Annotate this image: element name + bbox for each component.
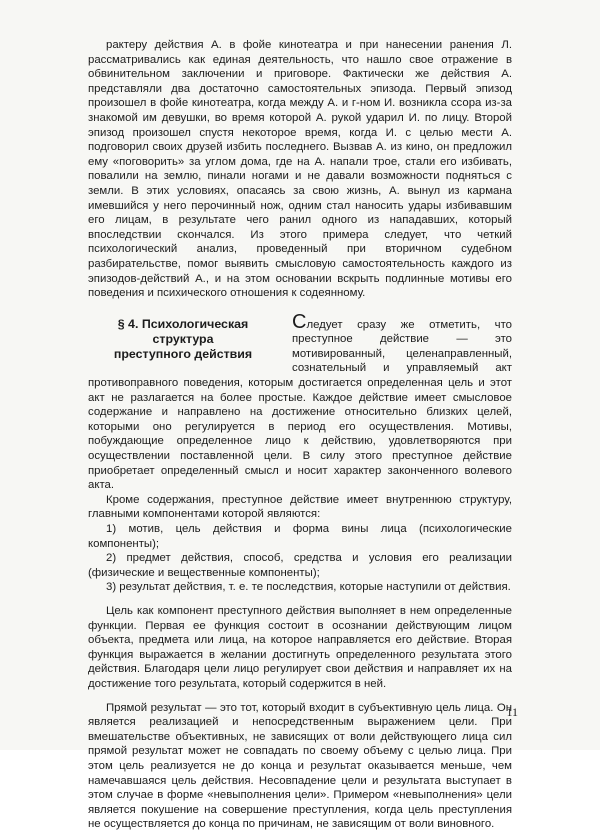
list-item: 1) мотив, цель действия и форма вины лица (психологические компоненты); [88, 523, 512, 550]
section-heading-line: § 4. Психологическая [117, 316, 249, 331]
section-heading-line: структура [152, 331, 214, 346]
section-heading [88, 317, 278, 362]
page-number: 11 [506, 705, 518, 720]
result-paragraph: Прямой результат — это тот, который входит в субъективную цель лица. Он является реализацией и непосредственным выражением цели. При вмешательстве объективных, не зависящих от воли действующего лица сил прямой результат может не совпадать по своему объему с целью лица. При этом цель реализуется не до конца и результат оказывается меньше, чем намечавшаяся цель действия. Несовпадение цели и результата выступает в этом случае в форме «невыполнения цели». Примером «невыполнения» цели является покушение на совершение преступления, когда цель преступления не осуществляется до конца по причинам, не зависящим от воли виновного. [88, 701, 512, 831]
list-item: 3) результат действия, т. е. те последствия, которые наступили от действия. [106, 581, 511, 594]
section-first-paragraph-text: ледует сразу же отметить, что преступное действие — это мотивированный, целенаправленный, сознательный и управляемый акт противоправного поведения, которым достигается определенная цель и этот акт не разлагается на более простые. Каждое действие имеет смысловое содержание и направлено на достижение относительно близких целей, которыми оно регулируется в период его осуществления. Мотивы, побуждающие определенное лицо к действию, удовлетворяются при осуществлении поставленной цели. В силу этого преступное действие приобретает определенный смысл и носит характер законченного волевого акта. [88, 318, 512, 492]
page-content [88, 38, 512, 832]
list-item: 2) предмет действия, способ, средства и условия его реализации (физические и вещественные компоненты); [88, 552, 512, 579]
goal-paragraph: Цель как компонент преступного действия выполняет в нем определенные функции. Первая ее функция состоит в осознании действующим лицом объекта, предмета или лица, на которое направляется его действие. Вторая функция выражается в желании достигнуть определенного результата этого действия. Благодаря цели лицо регулирует свои действия и направляет их на достижение того результата, который содержится в ней. [88, 604, 512, 690]
drop-cap: С [292, 310, 307, 333]
paragraph-continuation: рактеру действия А. в фойе кинотеатра и при нанесении ранения Л. рассматривались как единая деятельность, что нашло свое отражение в обвинительном заключении и приговоре. Фактически же действия А. представляли два достаточно самостоятельных эпизода. Первый эпизод произошел в фойе кинотеатра, когда между А. и г-ном И. возникла ссора из-за знакомой им девушки, во время которой А. рукой ударил И. по лицу. Второй эпизод произошел спустя некоторое время, когда И. с целью мести А. подговорил своих друзей избить последнего. Вызвав А. из кино, он предложил ему «поговорить» за углом дома, где на А. напали трое, стали его избивать, повалили на землю, пинали ногами и не давали возможности подняться с земли. В этих условиях, опасаясь за свою жизнь, А. вынул из кармана имевшийся у него перочинный нож, одним стал наносить удары избивавшим его лицам, в результате чего ранил одного из нападавших, который впоследствии скончался. Из этого примера следует, что четкий психологический анализ, проведенный при вторичном судебном разбирательстве, помог выявить смысловую самостоятельность каждого из эпизодов-действий А., и на этом основании вскрыть подлинные мотивы его поведения и психического отношения к содеянному. [88, 39, 512, 300]
section-heading-line: преступного действия [113, 346, 253, 361]
section-4 [88, 310, 512, 832]
structure-intro-paragraph: Кроме содержания, преступное действие имеет внутреннюю структуру, главными компонентами которой являются: [88, 493, 512, 521]
